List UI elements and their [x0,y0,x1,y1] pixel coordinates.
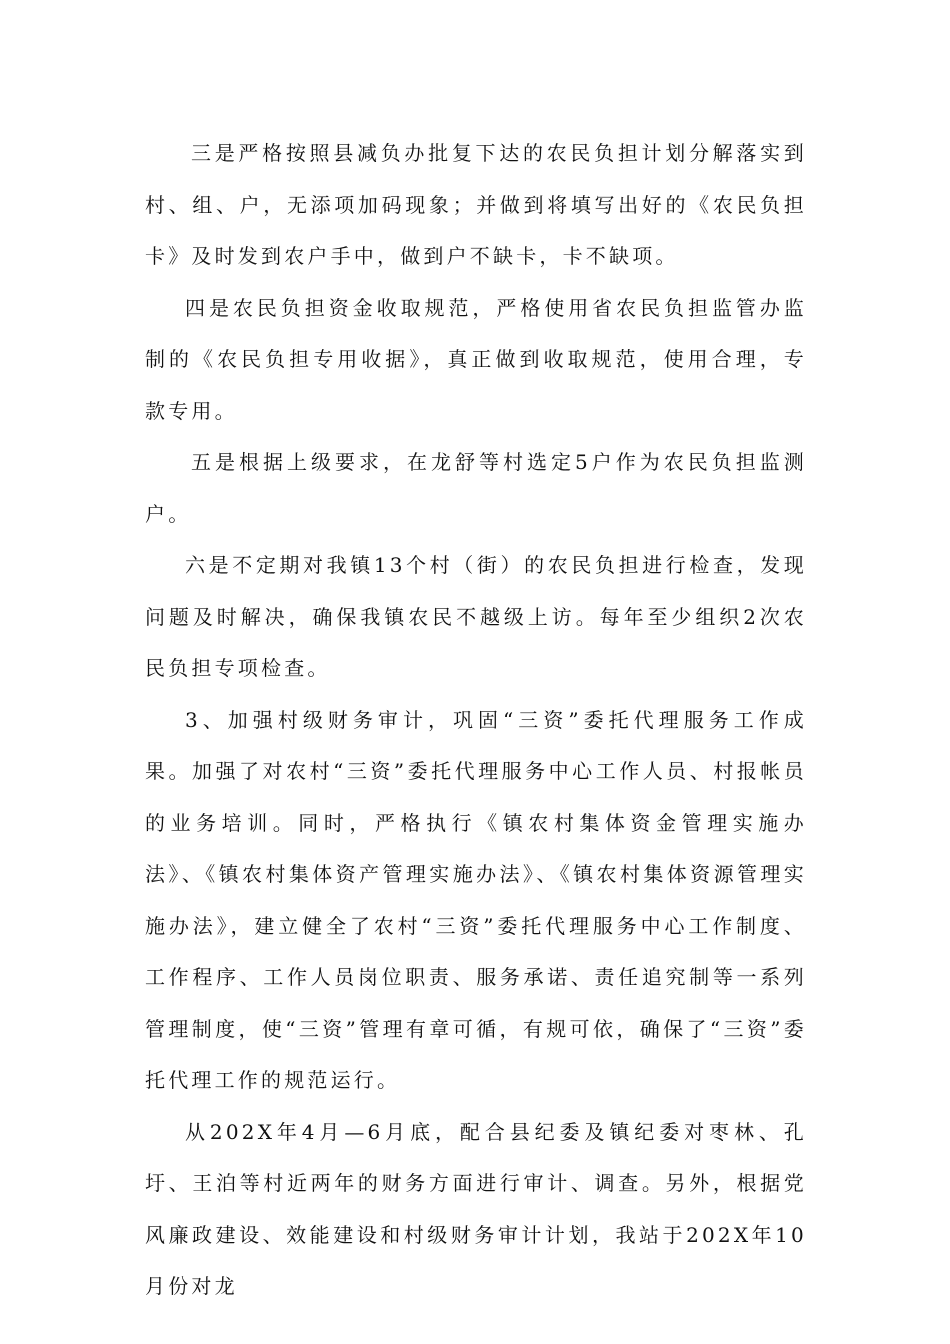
document-body [145,128,807,1313]
paragraph-item-five: 五是根据上级要求，在龙舒等村选定5户作为农民负担监测户。 [145,450,807,526]
paragraph-item-four: 四是农民负担资金收取规范，严格使用省农民负担监管办监制的《农民负担专用收据》，真正做到收取规范，使用合理，专款专用。 [145,295,807,423]
paragraph-item-six: 六是不定期对我镇13个村（街）的农民负担进行检查，发现问题及时解决，确保我镇农民不越级上访。每年至少组织2次农民负担专项检查。 [145,553,807,680]
paragraph-item-three: 三是严格按照县减负办批复下达的农民负担计划分解落实到村、组、户，无添项加码现象；并做到将填写出好的《农民负担卡》及时发到农户手中，做到户不缺卡，卡不缺项。 [145,141,807,268]
paragraph-audit: 从202X年4月—6月底，配合县纪委及镇纪委对枣林、孔圩、王泊等村近两年的财务方面进行审计、调查。另外，根据党风廉政建设、效能建设和村级财务审计计划，我站于202X年10月份对龙 [145,1119,807,1298]
paragraph-section-3: 3、加强村级财务审计，巩固“三资”委托代理服务工作成果。加强了对农村“三资”委托代理服务中心工作人员、村报帐员的业务培训。同时，严格执行《镇农村集体资金管理实施办法》、《镇农村集体资产管理实施办法》、《镇农村集体资源管理实施办法》，建立健全了农村“三资”委托代理服务中心工作制度、工作程序、工作人员岗位职责、服务承诺、责任追究制等一系列管理制度，使“三资”管理有章可循，有规可依，确保了“三资”委托代理工作的规范运行。 [145,707,807,1092]
